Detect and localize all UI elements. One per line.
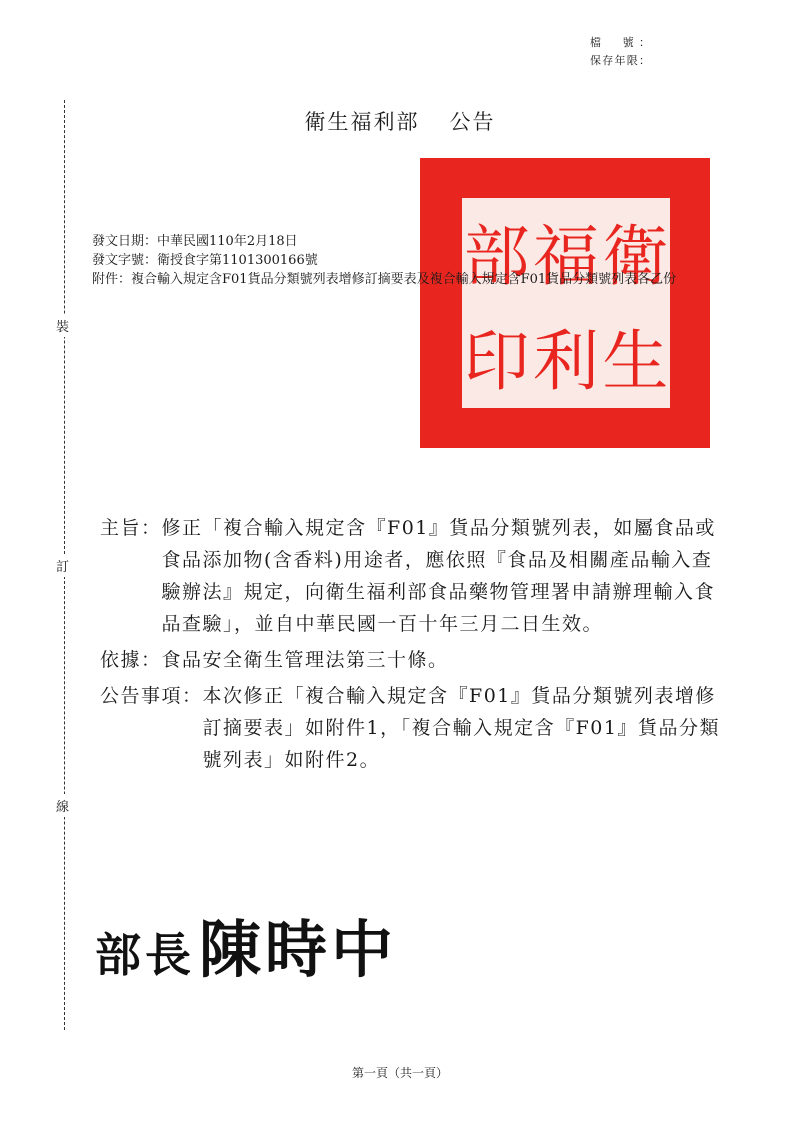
official-seal — [420, 158, 710, 448]
subject-label: 主旨： — [100, 517, 162, 539]
document-meta — [590, 34, 650, 70]
agency-name: 衛生福利部 — [304, 110, 420, 134]
seal-char: 利 — [533, 323, 599, 400]
attachment-label: 附件： — [92, 272, 132, 287]
signature-title: 部長 — [95, 928, 195, 982]
binding-char-xian: 線 — [56, 794, 69, 817]
binding-char-ding: 訂 — [56, 554, 69, 577]
basis-paragraph — [100, 644, 720, 676]
minister-signature — [95, 900, 397, 989]
seal-char: 衛 — [602, 218, 669, 295]
notice-text: 本次修正「複合輸入規定含『F01』貨品分類號列表增修訂摘要表」如附件1，「複合輸入規定含『F01』貨品分類號列表」如附件2。 — [202, 685, 720, 771]
seal-char: 部 — [463, 218, 530, 295]
page-title — [0, 106, 800, 136]
dispatch-number: 衛授食字第1101300166號 — [157, 253, 318, 268]
date-label: 發文日期： — [92, 234, 158, 249]
number-label: 發文字號： — [92, 253, 158, 268]
subject-paragraph — [100, 512, 720, 640]
binding-char-zhuang: 裝 — [56, 314, 69, 337]
attachment-text: 複合輸入規定含F01貨品分類號列表增修訂摘要表及複合輸入規定含F01貨品分類號列表各乙份 — [131, 272, 677, 287]
dispatch-info — [92, 232, 712, 289]
document-type: 公告 — [449, 110, 496, 134]
notice-label: 公告事項： — [100, 685, 203, 707]
notice-paragraph — [100, 680, 720, 776]
dispatch-date: 中華民國110年2月18日 — [157, 234, 298, 249]
page-number: 第一頁（共一頁） — [351, 1066, 448, 1080]
seal-char: 印 — [463, 323, 530, 400]
announcement-body — [100, 512, 720, 780]
seal-char: 生 — [602, 323, 669, 400]
basis-text: 食品安全衛生管理法第三十條。 — [161, 649, 449, 671]
file-number-label: 檔 號： — [590, 36, 650, 49]
subject-text: 修正「複合輸入規定含『F01』貨品分類號列表，如屬食品或食品添加物(含香料)用途者，應依照『食品及相關產品輸入查驗辦法』規定，向衛生福利部食品藥物管理署申請辦理輸入食品查驗」，並自中華民國一百十年三月二日生效。 — [161, 517, 716, 635]
seal-inner — [460, 196, 672, 410]
seal-char: 福 — [533, 218, 599, 295]
binding-line — [54, 100, 76, 1030]
retention-label: 保存年限： — [590, 54, 650, 67]
basis-label: 依據： — [100, 649, 162, 671]
signature-name: 陳時中 — [199, 913, 398, 986]
